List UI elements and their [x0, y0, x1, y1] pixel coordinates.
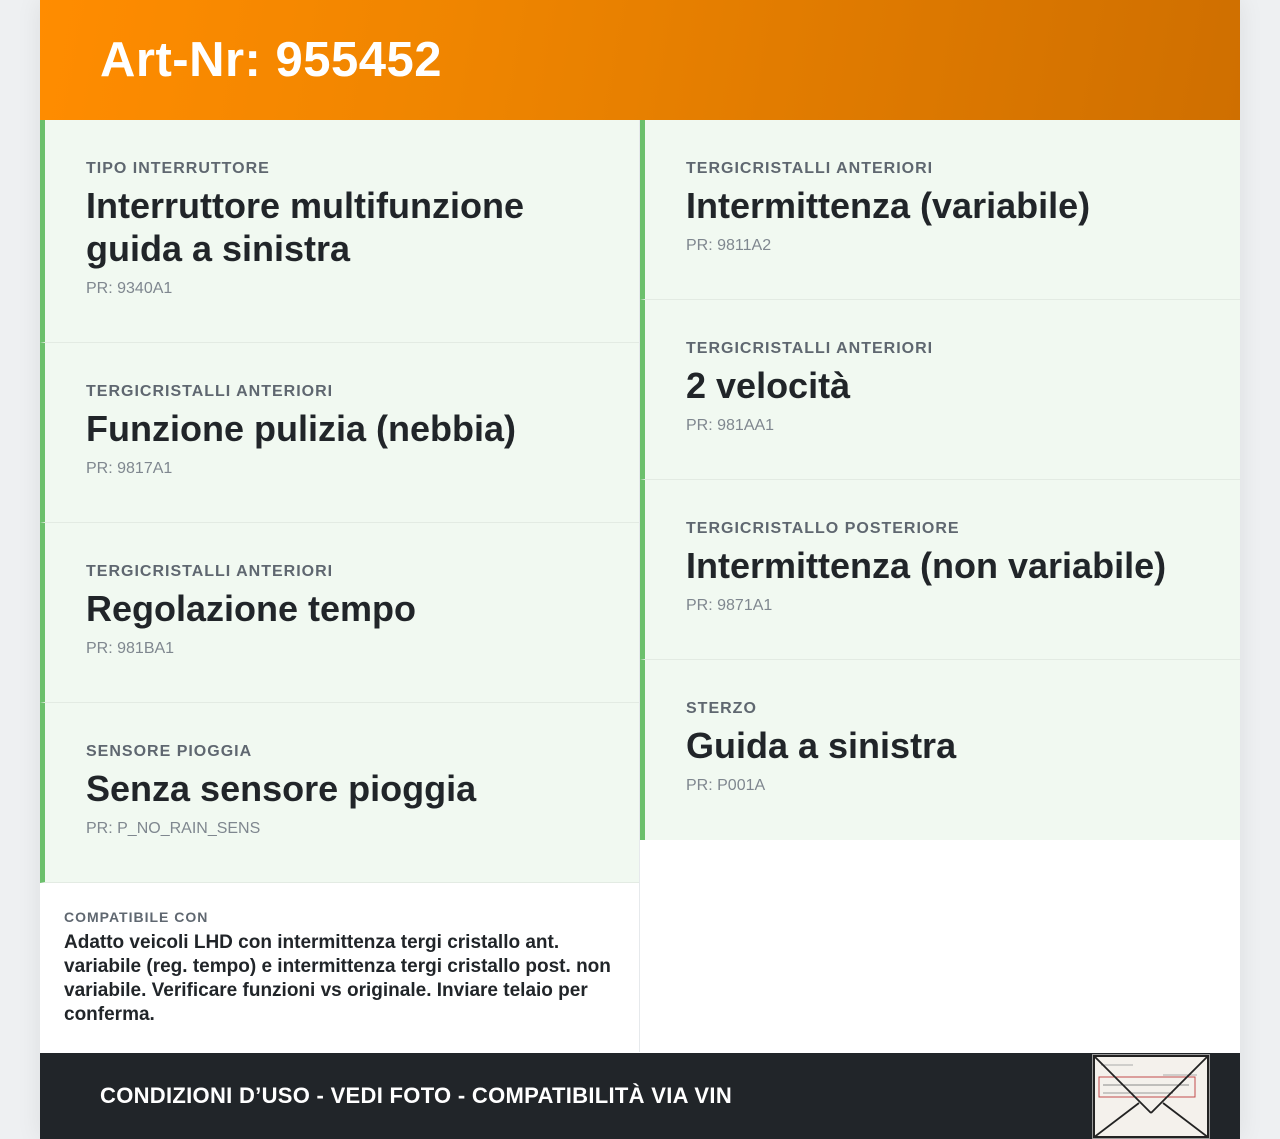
compatibility-text: Adatto veicoli LHD con intermittenza tergi cristallo ant. variabile (reg. tempo) e intermittenza tergi cristallo post. non variabile. Verificare funzioni vs originale. Inviare telaio per conferma. — [64, 932, 611, 1025]
spec-card — [40, 120, 639, 343]
spec-pr-code: PR: 981AA1 — [686, 417, 775, 434]
spec-pr-code: PR: 9817A1 — [86, 460, 173, 477]
spec-label: TERGICRISTALLI ANTERIORI — [686, 160, 934, 177]
product-sheet — [40, 0, 1240, 1139]
spec-pr-code: PR: 9811A2 — [686, 237, 772, 254]
compatibility-section — [40, 883, 639, 1052]
spec-value: Interruttore multifunzione guida a sinistra — [86, 185, 524, 269]
spec-label: TERGICRISTALLI ANTERIORI — [86, 383, 334, 400]
spec-pr-code: PR: 981BA1 — [86, 640, 175, 657]
footer — [40, 1053, 1240, 1139]
spec-label: STERZO — [686, 700, 757, 717]
spec-label: TIPO INTERRUTTORE — [86, 160, 270, 177]
spec-card — [40, 523, 639, 703]
spec-value: Intermittenza (non variabile) — [686, 545, 1167, 586]
spec-card — [640, 660, 1240, 840]
spec-value: Funzione pulizia (nebbia) — [86, 408, 516, 449]
spec-card — [640, 120, 1240, 300]
spec-grid — [40, 120, 1240, 1052]
footer-conditions-text: CONDIZIONI D’USO - VEDI FOTO - COMPATIBILITÀ VIA VIN — [100, 1083, 733, 1108]
left-column — [40, 120, 640, 1052]
page-title: Art-Nr: 955452 — [100, 33, 442, 87]
spec-value: Regolazione tempo — [86, 588, 417, 629]
spec-value: 2 velocità — [686, 365, 851, 406]
right-column — [640, 120, 1240, 1052]
envelope-photo-icon — [1093, 1055, 1209, 1138]
photo-thumbnail-icon[interactable] — [1092, 1054, 1210, 1139]
spec-value: Guida a sinistra — [686, 725, 957, 766]
spec-card — [40, 703, 639, 883]
spec-label: TERGICRISTALLI ANTERIORI — [86, 563, 334, 580]
spec-pr-code: PR: 9340A1 — [86, 280, 173, 297]
spec-value: Senza sensore pioggia — [86, 768, 477, 809]
spec-value: Intermittenza (variabile) — [686, 185, 1091, 226]
spec-card — [40, 343, 639, 523]
spec-label: TERGICRISTALLI ANTERIORI — [686, 340, 934, 357]
spec-pr-code: PR: P001A — [686, 777, 766, 794]
spec-label: SENSORE PIOGGIA — [86, 743, 253, 760]
spec-pr-code: PR: P_NO_RAIN_SENS — [86, 820, 261, 837]
spec-card — [640, 300, 1240, 480]
spec-card — [640, 480, 1240, 660]
spec-label: TERGICRISTALLO POSTERIORE — [686, 520, 960, 537]
header — [40, 0, 1240, 120]
spec-pr-code: PR: 9871A1 — [686, 597, 773, 614]
compatibility-label: COMPATIBILE CON — [64, 909, 209, 925]
